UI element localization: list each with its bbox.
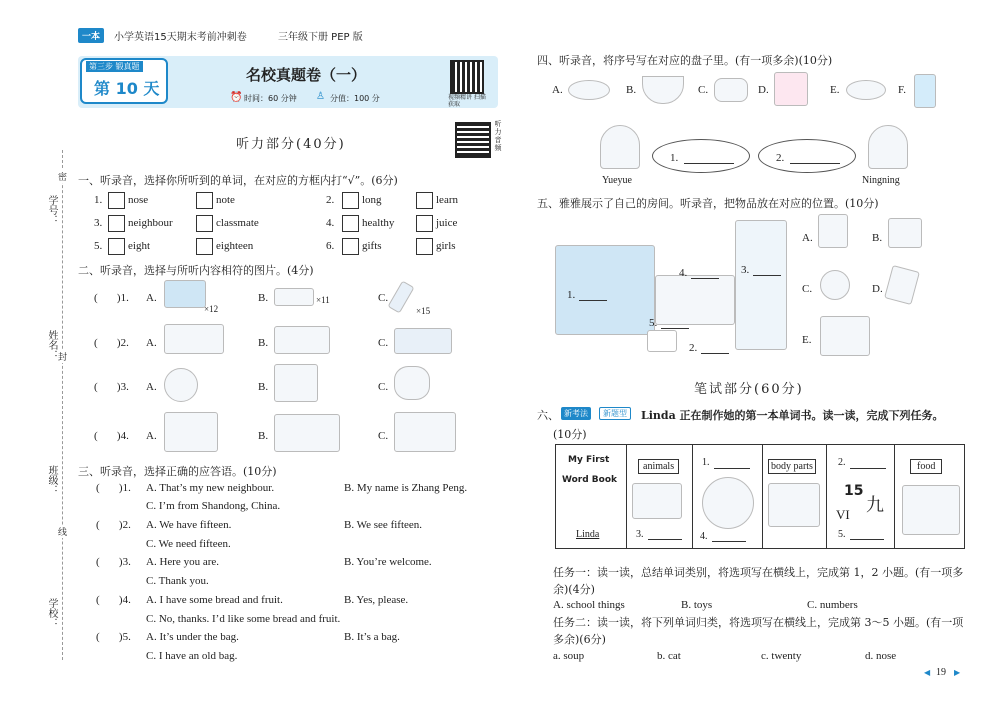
blank-4[interactable] <box>712 541 746 542</box>
task2-options <box>553 650 953 664</box>
page-number <box>924 668 964 682</box>
bird-picture <box>274 364 318 402</box>
s2-opt-a: A. <box>146 337 157 349</box>
s1-word: note <box>216 194 235 206</box>
time-limit: 时间：60 分钟 <box>244 94 297 103</box>
s4-title: 四、听录音，将序号写在对应的盘子里。(有一项多余)(10分) <box>537 54 833 67</box>
chinese-nine: 九 <box>866 495 884 516</box>
cat-picture <box>164 368 198 402</box>
task1-opt: B. toys <box>681 599 713 611</box>
task2-opt: c. twenty <box>761 650 802 662</box>
s2-opt-a: A. <box>146 292 157 304</box>
s1-num-5: 5. <box>94 240 103 252</box>
s5-opt: D. <box>872 283 883 295</box>
s1-checkbox[interactable] <box>196 215 213 232</box>
blank-4-label: 4. <box>700 531 708 542</box>
s6-number: 六、 <box>537 409 559 422</box>
s2-opt-b: B. <box>258 381 269 393</box>
children-picture <box>274 414 340 452</box>
s1-grid <box>94 190 484 260</box>
ruler-set-picture <box>394 328 452 354</box>
s6-score: (10分) <box>553 428 587 441</box>
s1-word: long <box>362 194 382 206</box>
s2-opt-c: C. <box>378 337 389 349</box>
room-picture <box>555 215 795 360</box>
s1-num-2: 2. <box>326 194 335 206</box>
class-label: 班级： <box>46 465 57 495</box>
plate-1-blank[interactable] <box>684 163 734 164</box>
tag-new-type: 新题型 <box>599 407 631 420</box>
books-picture <box>888 218 922 248</box>
s3-answer-4[interactable]: ( )4. <box>96 594 131 606</box>
s1-title: 一、听录音，选择你所听到的单词，在对应的方框内打“√”。(6分) <box>78 174 398 187</box>
seal-char-3: 线 <box>58 525 67 538</box>
cat-food: food <box>910 459 942 474</box>
task2-opt: d. nose <box>865 650 897 662</box>
plate-2-label: 2. <box>776 152 785 164</box>
room-blank-1[interactable] <box>579 300 607 301</box>
s4-plates <box>600 125 930 187</box>
cover-line1: My First <box>568 455 610 465</box>
name-label: 姓名： <box>46 330 57 360</box>
girl-yueyue-picture <box>600 125 640 169</box>
cake-picture <box>774 72 808 106</box>
box-picture <box>647 330 677 352</box>
plate-1[interactable] <box>652 139 750 173</box>
s4-opt: A. <box>552 84 563 96</box>
s1-word: healthy <box>362 217 395 229</box>
task1-opt: A. school things <box>553 599 625 611</box>
s1-word: learn <box>436 194 458 206</box>
ruler-picture <box>387 281 414 314</box>
s3-title: 三、听录音，选择正确的应答语。(10分) <box>78 465 277 478</box>
listening-section-title: 听力部分(40分) <box>236 137 346 152</box>
task2-opt: a. soup <box>553 650 585 662</box>
blank-5[interactable] <box>850 539 884 540</box>
s5-opt: E. <box>802 334 812 346</box>
desk-picture <box>655 275 735 325</box>
s5-opt: C. <box>802 283 813 295</box>
s1-checkbox[interactable] <box>416 238 433 255</box>
task2-text: 任务二：读一读，将下列单词归类，将选项写在横线上，完成第 3～5 小题。(有一项多余)(6分) <box>553 616 964 646</box>
s4-opt: D. <box>758 84 769 96</box>
girl-ningning-picture <box>868 125 908 169</box>
step-label: 第三步 锻真题 <box>86 61 143 72</box>
score-total: 分值：100 分 <box>330 94 380 103</box>
blank-3-label: 3. <box>636 529 644 540</box>
s1-checkbox[interactable] <box>196 192 213 209</box>
grade-label: 三年级下册 PEP 版 <box>278 32 363 43</box>
s1-num-3: 3. <box>94 217 103 229</box>
s4-options <box>552 72 952 112</box>
s3-opt-a: A. It’s under the bag. <box>146 631 239 643</box>
flowers-picture <box>818 214 848 248</box>
cover-line2: Word Book <box>562 475 618 485</box>
seal-char-2: 封 <box>58 350 67 363</box>
title-banner <box>78 56 498 108</box>
task1-text: 任务一：读一读，总结单词类别，将选项写在横线上，完成第 1，2 小题。(有一项多余)(4分) <box>553 566 964 596</box>
cat-body-parts: body parts <box>768 459 816 474</box>
book-picture <box>164 280 206 308</box>
task2-opt: b. cat <box>657 650 681 662</box>
count-a: ×12 <box>204 304 219 314</box>
day-badge <box>80 58 168 104</box>
bread-picture <box>714 78 748 102</box>
blank-3[interactable] <box>648 539 682 540</box>
s6-header <box>537 407 977 423</box>
page-number-text: 19 <box>936 667 946 678</box>
s3-opt-a: A. We have fifteen. <box>146 519 232 531</box>
room-blank-3[interactable] <box>753 275 781 276</box>
plate-1-label: 1. <box>670 152 679 164</box>
pencil-box-picture <box>274 326 330 354</box>
s2-opt-a: A. <box>146 381 157 393</box>
s3-answer-3[interactable]: ( )3. <box>96 556 131 568</box>
toys-book-picture <box>702 477 754 529</box>
s1-num-1: 1. <box>94 194 103 206</box>
s1-checkbox[interactable] <box>108 238 125 255</box>
cat-animals: animals <box>638 459 679 474</box>
s3-opt-b: B. My name is Zhang Peng. <box>344 482 468 494</box>
seal-char-1: 密 <box>58 170 67 183</box>
series-title: 小学英语15天期末考前冲刺卷 <box>114 32 247 43</box>
s1-num-4: 4. <box>326 217 335 229</box>
name-yueyue: Yueyue <box>602 175 632 186</box>
page-header <box>78 28 498 44</box>
s2-opt-c: C. <box>378 292 389 304</box>
s3-opt-c: C. We need fifteen. <box>146 538 231 550</box>
s1-word: nose <box>128 194 149 206</box>
s3-opt-c: C. Thank you. <box>146 575 209 587</box>
s1-checkbox[interactable] <box>342 238 359 255</box>
s2-opt-c: C. <box>378 430 389 442</box>
qr-code-audio[interactable] <box>455 122 491 158</box>
binding-margin <box>0 0 70 711</box>
room-label-2: 2. <box>689 342 698 354</box>
s3-opt-a: A. That’s my new neighbour. <box>146 482 275 494</box>
s5-opt: B. <box>872 232 883 244</box>
room-label-4: 4. <box>679 267 688 279</box>
school-label: 学校： <box>46 598 57 628</box>
s1-word: classmate <box>216 217 259 229</box>
s2-opt-a: A. <box>146 430 157 442</box>
s1-checkbox[interactable] <box>342 192 359 209</box>
blank-5-label: 5. <box>838 529 846 540</box>
room-label-5: 5. <box>649 317 658 329</box>
s2-answer-4[interactable]: ( )4. <box>94 430 129 442</box>
bookcase-picture <box>735 220 787 350</box>
arrow-left-icon: ◀ <box>924 668 931 677</box>
qr-video-caption: 视频精讲 扫描获取 <box>448 94 486 108</box>
s3-opt-b: B. We see fifteen. <box>344 519 423 531</box>
task1-opt: C. numbers <box>807 599 858 611</box>
food-picture <box>902 485 960 535</box>
tag-new-method: 新考法 <box>561 407 591 420</box>
room-label-1: 1. <box>567 289 576 301</box>
plate-2[interactable] <box>758 139 856 173</box>
room-blank-4[interactable] <box>691 278 719 279</box>
s1-word: juice <box>436 217 458 229</box>
s4-opt: B. <box>626 84 637 96</box>
s4-opt: E. <box>830 84 840 96</box>
s2-answer-1[interactable]: ( )1. <box>94 292 129 304</box>
written-section-title: 笔试部分(60分) <box>694 382 804 397</box>
s3-opt-b: B. You’re welcome. <box>344 556 432 568</box>
s2-opt-b: B. <box>258 337 269 349</box>
s1-word: eight <box>128 240 150 252</box>
count-b: ×11 <box>316 295 330 305</box>
count-c: ×15 <box>416 306 431 316</box>
s1-word: gifts <box>362 240 382 252</box>
animals-picture <box>632 483 682 519</box>
s1-num-6: 6. <box>326 240 335 252</box>
task1-options <box>553 599 953 613</box>
qr-code-video[interactable] <box>450 60 484 94</box>
s3-answer-2[interactable]: ( )2. <box>96 519 131 531</box>
s3-opt-c: C. I have an old bag. <box>146 650 238 662</box>
s3-items <box>96 482 506 672</box>
cover-author: Linda <box>576 529 600 540</box>
blank-2[interactable] <box>850 468 886 469</box>
s1-checkbox[interactable] <box>196 238 213 255</box>
juice-glass-picture <box>914 74 936 108</box>
fish-plate-picture <box>568 80 610 100</box>
s1-word: eighteen <box>216 240 254 252</box>
s1-word: girls <box>436 240 456 252</box>
word-book <box>555 444 965 549</box>
s4-opt: C. <box>698 84 709 96</box>
s3-opt-b: B. Yes, please. <box>344 594 409 606</box>
qr-audio-caption: 听力音频 <box>494 120 502 152</box>
blank-1[interactable] <box>714 468 750 469</box>
person-icon: ♙ <box>316 91 325 102</box>
paper-title: 名校真题卷（一） <box>246 66 367 84</box>
room-blank-5[interactable] <box>661 328 689 329</box>
s1-checkbox[interactable] <box>108 192 125 209</box>
clock-icon: ⏰ <box>230 92 243 103</box>
s1-checkbox[interactable] <box>416 215 433 232</box>
room-label-3: 3. <box>741 264 750 276</box>
writing-hand-picture <box>164 324 224 354</box>
toys-picture <box>820 316 870 356</box>
kite-picture <box>884 265 920 305</box>
eraser-picture <box>274 288 314 306</box>
plate-2-blank[interactable] <box>790 163 840 164</box>
name-ningning: Ningning <box>862 175 900 186</box>
s2-opt-c: C. <box>378 381 389 393</box>
eggs-plate-picture <box>846 80 886 100</box>
s1-checkbox[interactable] <box>108 215 125 232</box>
s1-checkbox[interactable] <box>416 192 433 209</box>
s2-rows <box>94 280 504 455</box>
s2-answer-2[interactable]: ( )2. <box>94 337 129 349</box>
family-picture <box>164 412 218 452</box>
s3-answer-5[interactable]: ( )5. <box>96 631 131 643</box>
s2-opt-b: B. <box>258 430 269 442</box>
s3-opt-a: A. Here you are. <box>146 556 219 568</box>
arrow-right-icon: ▶ <box>954 668 961 677</box>
s3-answer-1[interactable]: ( )1. <box>96 482 131 494</box>
ball-picture <box>820 270 850 300</box>
s3-opt-a: A. I have some bread and fruit. <box>146 594 283 606</box>
rice-bowl-picture <box>642 76 684 104</box>
s4-opt: F. <box>898 84 906 96</box>
number-15: 15 <box>844 483 864 499</box>
blank-1-label: 1. <box>702 457 710 468</box>
room-blank-2[interactable] <box>701 353 729 354</box>
s1-checkbox[interactable] <box>342 215 359 232</box>
s5-opt: A. <box>802 232 813 244</box>
s2-answer-3[interactable]: ( )3. <box>94 381 129 393</box>
s3-opt-c: C. I’m from Shandong, China. <box>146 500 281 512</box>
s5-title: 五、雅雅展示了自己的房间。听录音，把物品放在对应的位置。(10分) <box>537 197 879 210</box>
s2-title: 二、听录音，选择与所听内容相符的图片。(4分) <box>78 264 314 277</box>
s6-title: Linda 正在制作她的第一本单词书。读一读，完成下列任务。 <box>641 409 944 422</box>
s2-opt-b: B. <box>258 292 269 304</box>
s3-opt-c: C. No, thanks. I’d like some bread and fruit. <box>146 613 341 625</box>
day-label: 第 10 天 <box>94 79 160 98</box>
student-id-label: 学号： <box>46 195 57 225</box>
s5-options <box>800 210 930 360</box>
blank-2-label: 2. <box>838 457 846 468</box>
family-sofa-picture <box>394 412 456 452</box>
roman-vi: VI <box>836 507 850 522</box>
s3-opt-b: B. It’s a bag. <box>344 631 400 643</box>
s1-word: neighbour <box>128 217 173 229</box>
brand-logo: 一本 <box>78 28 104 43</box>
dog-picture <box>394 366 430 400</box>
face-parts-picture <box>768 483 820 527</box>
